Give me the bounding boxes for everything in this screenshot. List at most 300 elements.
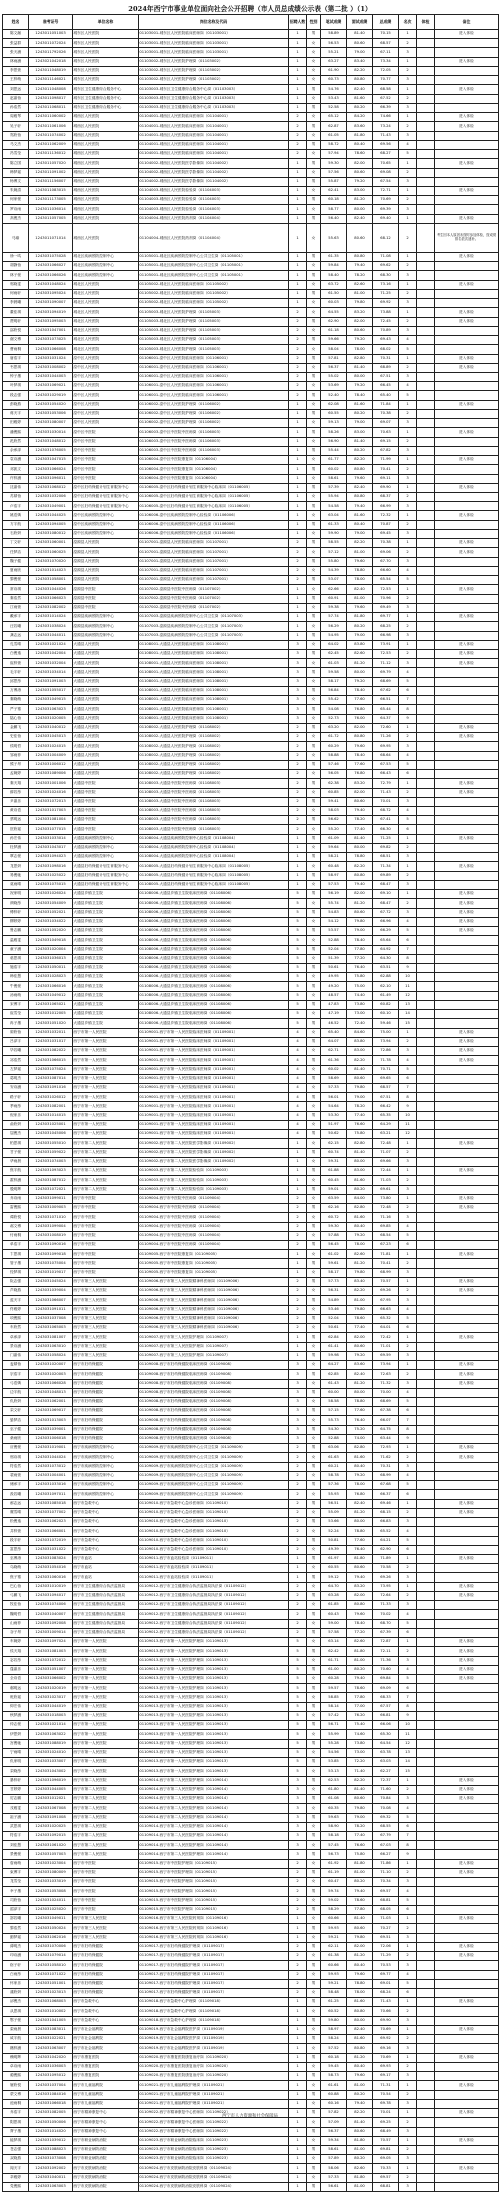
table-row	[3, 76, 499, 85]
table-cell: 马文杰	[3, 140, 29, 149]
table-cell	[435, 1619, 499, 1628]
results-table	[2, 14, 499, 2192]
table-cell: 佟雅婷	[3, 1305, 29, 1314]
table-cell: 马瑜	[3, 223, 29, 252]
table-cell: 79.40	[347, 2099, 373, 2108]
table-cell: 78.00	[347, 1988, 373, 1997]
table-cell: 82.80	[347, 1139, 373, 1148]
table-cell: 68.05	[373, 1905, 399, 1914]
table-cell: 71.08	[373, 252, 399, 261]
table-cell: 进入体检	[435, 862, 499, 871]
table-cell: 5	[289, 1711, 307, 1720]
table-cell: 1243031044019	[29, 1702, 73, 1711]
table-cell: 西宁市第一人民医院	[73, 1647, 139, 1656]
table-cell: 男	[307, 908, 321, 917]
table-cell: 屠欣悦	[3, 2081, 29, 2090]
table-cell: 69.11	[373, 474, 399, 483]
table-cell: 女	[307, 94, 321, 103]
table-cell: 54.39	[321, 566, 347, 575]
table-cell: 西宁市中医院	[73, 1859, 139, 1868]
table-cell: 1243031020005	[29, 714, 73, 723]
table-row	[3, 927, 499, 936]
table-cell: 1243031084016	[29, 2090, 73, 2099]
table-cell: 61.00	[321, 1665, 347, 1674]
table-cell: 67.03	[373, 1841, 399, 1850]
table-cell: 卢浩宇	[3, 502, 29, 511]
table-cell: 01106001-湟中区人民医院临床医师岗（01106001）	[139, 372, 289, 381]
table-cell: 46.52	[321, 1019, 347, 1028]
table-cell: 56.73	[321, 1850, 347, 1859]
table-cell: 1243011173005	[29, 196, 73, 205]
table-cell: 69.16	[373, 2044, 399, 2053]
table-cell: 62.27	[373, 1767, 399, 1776]
table-cell: 进入体检	[435, 1591, 499, 1600]
table-cell: 女	[307, 880, 321, 889]
table-cell: 2	[289, 1619, 307, 1628]
table-cell: 女	[307, 1859, 321, 1868]
table-cell: 贺欣瑶	[3, 825, 29, 834]
table-cell: 01109015-西宁市中医院护理岗（01109015）	[139, 1868, 289, 1877]
table-cell: 60.82	[373, 1000, 399, 1009]
table-cell: 彭晓燕	[3, 400, 29, 409]
table-cell: 俞欣妍	[3, 1120, 29, 1129]
table-cell: 男	[307, 686, 321, 695]
table-cell: 1	[289, 428, 307, 437]
table-cell: 蓟梦瑶	[3, 1933, 29, 1942]
table-cell: 1	[399, 2025, 417, 2034]
table-cell: 01107001-湟源县人民医院临床医师岗（01107001）	[139, 539, 289, 548]
table-cell: 1243031089006	[29, 770, 73, 779]
table-row	[3, 1481, 499, 1490]
table-cell: 西宁市急救中心	[73, 2007, 139, 2016]
table-cell: 79.00	[347, 1093, 373, 1102]
table-cell: 储承宇	[3, 1481, 29, 1490]
table-cell: 66.81	[373, 1711, 399, 1720]
table-cell: 01103003-城东区卫生健康综合服务中心岗（01103003）	[139, 103, 289, 112]
table-cell: 乌晓萌	[3, 1564, 29, 1573]
table-cell	[435, 742, 499, 751]
table-cell: 73.80	[373, 1194, 399, 1203]
table-cell: 李思萱	[3, 66, 29, 75]
table-cell: 2	[289, 825, 307, 834]
table-row	[3, 1102, 499, 1111]
table-cell: 59.00	[321, 1619, 347, 1628]
table-cell: 西宁市第二人民医院	[73, 1139, 139, 1148]
table-cell: 01106004-湟中区中医院康复岗（01106004）	[139, 465, 289, 474]
table-cell: 01105003-城北区人民医院护理岗（01105003）	[139, 336, 289, 345]
table-cell: 01106002-湟中区人民医院护理岗（01106002）	[139, 419, 289, 428]
table-cell: 男	[307, 1795, 321, 1804]
table-cell: 81.80	[347, 1554, 373, 1563]
table-cell: 52.04	[321, 1314, 347, 1323]
table-cell: 西宁市急救中心	[73, 1508, 139, 1517]
table-cell: 64.02	[321, 640, 347, 649]
table-cell: 1243031050024	[29, 1924, 73, 1933]
table-cell	[435, 1471, 499, 1480]
table-cell: 1	[289, 1351, 307, 1360]
table-cell: 女	[307, 2155, 321, 2164]
table-cell: 2	[289, 382, 307, 391]
table-row	[3, 1324, 499, 1333]
table-row	[3, 1536, 499, 1545]
table-cell	[435, 1961, 499, 1970]
table-cell: 3	[289, 714, 307, 723]
table-cell: 01106001-湟中区人民医院临床医师岗（01106001）	[139, 391, 289, 400]
table-cell: 男	[307, 1739, 321, 1748]
table-cell: 5	[289, 908, 307, 917]
table-cell: 1243031042020	[29, 2053, 73, 2062]
table-cell	[435, 1462, 499, 1471]
table-cell: 83.00	[347, 1047, 373, 1056]
table-cell: 女	[307, 733, 321, 742]
table-cell: 2	[289, 113, 307, 122]
table-cell: 2	[289, 779, 307, 788]
table-cell: 西宁市第二人民医院	[73, 1148, 139, 1157]
table-cell: 2	[399, 2035, 417, 2044]
table-cell: 富思彤	[3, 1545, 29, 1554]
table-cell: 1243031090007	[29, 299, 73, 308]
table-cell: 1	[399, 1859, 417, 1868]
table-cell: 1243031020003	[29, 1370, 73, 1379]
table-cell: 11	[399, 982, 417, 991]
table-cell: 1243031014015	[29, 1111, 73, 1120]
table-cell: 71.32	[373, 1379, 399, 1388]
table-cell: 1	[289, 613, 307, 622]
table-cell: 朱婉清	[3, 186, 29, 195]
table-cell: 67.52	[373, 94, 399, 103]
table-cell: 5	[399, 760, 417, 769]
table-cell: 01109004-西宁市中医院中医师岗（01109004）	[139, 1222, 289, 1231]
table-cell: 2	[289, 788, 307, 797]
table-cell: 女	[307, 57, 321, 66]
table-cell: 女	[307, 1379, 321, 1388]
table-cell	[417, 1010, 435, 1019]
table-row	[3, 566, 499, 575]
table-cell: 57.42	[321, 1711, 347, 1720]
table-cell	[435, 973, 499, 982]
table-cell: 1	[289, 502, 307, 511]
table-cell: 3	[289, 1434, 307, 1443]
table-cell: 77.00	[347, 1702, 373, 1711]
table-cell: 女	[307, 1065, 321, 1074]
table-cell: 81.00	[347, 2145, 373, 2154]
table-cell: 01103001-城东区人民医院临床医师岗（01103001）	[139, 39, 289, 48]
table-cell: 西宁市疾病预防控制中心	[73, 1471, 139, 1480]
table-cell: 西宁市第二人民医院	[73, 1841, 139, 1850]
table-cell: 01106003-湟中区中医院中医师岗（01106003）	[139, 437, 289, 446]
table-cell: 69.08	[373, 168, 399, 177]
table-cell: 66.29	[373, 927, 399, 936]
table-cell: 79.80	[347, 299, 373, 308]
table-cell: 西宁市皮肤病防治院	[73, 2164, 139, 2173]
results-table-wrapper	[2, 14, 498, 2192]
table-cell: 75.80	[347, 1850, 373, 1859]
table-cell: 西宁市卫生健康综合执法监督局	[73, 1582, 139, 1591]
table-cell: 1243031055010	[29, 1139, 73, 1148]
table-cell: 1243031072012	[29, 1656, 73, 1665]
table-cell: 仇欣妍	[3, 1397, 29, 1406]
table-cell: 1243031037004	[29, 2081, 73, 2090]
table-cell: 69.56	[373, 140, 399, 149]
table-cell: 79.00	[347, 927, 373, 936]
table-cell: 籍梓涵	[3, 2044, 29, 2053]
table-row	[3, 2090, 499, 2099]
table-cell: 1243031066026	[29, 271, 73, 280]
table-cell: 松俊逸	[3, 1518, 29, 1527]
table-cell	[417, 280, 435, 289]
table-cell: 1243031060025	[29, 548, 73, 557]
table-cell: 81.80	[347, 2136, 373, 2145]
table-cell	[435, 853, 499, 862]
table-cell: 80.00	[347, 1157, 373, 1166]
table-cell: 男	[307, 1573, 321, 1582]
table-cell: 叶梦琪	[3, 382, 29, 391]
table-cell: 01109004-西宁市中医院中医师岗（01109004）	[139, 1204, 289, 1213]
table-cell: 2	[289, 1868, 307, 1877]
table-cell: 大通县中医院	[73, 779, 139, 788]
table-row	[3, 1554, 499, 1563]
table-cell: 78.20	[347, 1822, 373, 1831]
table-cell: 70.66	[373, 2007, 399, 2016]
table-cell	[435, 991, 499, 1000]
table-cell: 2	[399, 2007, 417, 2016]
table-cell	[417, 640, 435, 649]
table-row	[3, 1988, 499, 1997]
table-cell: 58.73	[321, 2072, 347, 2081]
table-cell: 女	[307, 1693, 321, 1702]
table-row	[3, 428, 499, 437]
table-cell: 01108001-大通县人民医院临床医师岗（01108001）	[139, 650, 289, 659]
table-cell	[417, 991, 435, 1000]
table-row	[3, 1785, 499, 1794]
table-cell: 进入体检	[435, 890, 499, 899]
table-row	[3, 2035, 499, 2044]
table-cell: 1243031023017	[29, 1693, 73, 1702]
table-cell	[417, 1167, 435, 1176]
table-cell: 67.62	[373, 686, 399, 695]
table-cell: 糜雪晴	[3, 1508, 29, 1517]
table-row	[3, 409, 499, 418]
table-cell: 蓬嘉乐	[3, 1665, 29, 1674]
table-cell: 1	[289, 2025, 307, 2034]
table-cell: 01109002-西宁市第二人民医院医学影像岗（01109002）	[139, 1157, 289, 1166]
table-cell: 2	[399, 1287, 417, 1296]
table-cell: 58.61	[321, 474, 347, 483]
table-cell: 49.20	[321, 982, 347, 991]
table-row	[3, 742, 499, 751]
table-cell: 3	[289, 686, 307, 695]
table-cell: 9	[399, 1102, 417, 1111]
table-cell: 1	[289, 1268, 307, 1277]
table-cell: 进入体检	[435, 30, 499, 39]
table-cell	[435, 705, 499, 714]
table-cell: 53.07	[321, 576, 347, 585]
table-cell: 2	[289, 1444, 307, 1453]
table-cell: 女	[307, 326, 321, 335]
table-cell: 2	[289, 1471, 307, 1480]
table-cell: 莫雨晴	[3, 880, 29, 889]
table-cell: 81.60	[347, 1998, 373, 2007]
table-cell: 1243031048012	[29, 437, 73, 446]
table-cell	[435, 880, 499, 889]
table-cell	[417, 2081, 435, 2090]
table-cell	[417, 1324, 435, 1333]
table-cell: 男	[307, 391, 321, 400]
table-row	[3, 502, 499, 511]
table-cell: 2	[399, 2062, 417, 2071]
table-cell: 80.20	[347, 2155, 373, 2164]
table-cell: 61.41	[321, 1342, 347, 1351]
table-row	[3, 289, 499, 298]
table-cell: 78.40	[347, 1619, 373, 1628]
table-cell: 男	[307, 1665, 321, 1674]
table-cell: 西宁市第三人民医院	[73, 1287, 139, 1296]
table-cell: 82.20	[347, 862, 373, 871]
table-cell: 西宁市儿童福利院	[73, 2081, 139, 2090]
table-cell: 73.80	[347, 1739, 373, 1748]
table-cell: 3	[399, 1185, 417, 1194]
table-cell: 69.81	[373, 2145, 399, 2154]
table-cell: 2	[289, 548, 307, 557]
table-cell: 1	[399, 2136, 417, 2145]
table-cell: 55.80	[321, 557, 347, 566]
table-cell: 65.54	[373, 576, 399, 585]
table-cell: 女	[307, 1767, 321, 1776]
table-cell: 01106005-湟中区妇幼保健计划生育服务中心临床岗（01106005）	[139, 493, 289, 502]
table-cell: 65.52	[373, 1527, 399, 1536]
table-cell: 58.89	[321, 30, 347, 39]
table-cell	[435, 566, 499, 575]
table-cell: 西宁市妇幼保健院	[73, 1361, 139, 1370]
table-cell: 75.40	[347, 1721, 373, 1730]
table-cell: 西宁市第一人民医院	[73, 1758, 139, 1767]
table-cell	[417, 1767, 435, 1776]
table-cell: 1243031023004	[29, 1859, 73, 1868]
table-row	[3, 853, 499, 862]
table-cell: 1243031054020	[29, 400, 73, 409]
table-cell: 50.62	[321, 1130, 347, 1139]
table-cell: 沈嘉伟	[3, 483, 29, 492]
table-cell: 81.60	[347, 1176, 373, 1185]
table-cell	[435, 677, 499, 686]
table-cell: 2	[289, 1887, 307, 1896]
table-cell: 3	[399, 103, 417, 112]
table-cell: 男	[307, 1850, 321, 1859]
table-cell: 进入体检	[435, 1287, 499, 1296]
table-cell: 57.36	[321, 1481, 347, 1490]
table-row	[3, 1407, 499, 1416]
table-cell: 59.30	[321, 159, 347, 168]
table-cell: 2	[399, 409, 417, 418]
table-cell: 01109003-西宁市第二人民医院检验岗（01109003）	[139, 1185, 289, 1194]
table-cell: 01105002-城北区人民医院临床医师岗（01105002）	[139, 280, 289, 289]
table-cell: 城北区人民医院	[73, 345, 139, 354]
table-cell: 廖欣怡	[3, 1028, 29, 1037]
table-cell: 1243031044003	[29, 372, 73, 381]
table-cell: 72.05	[373, 66, 399, 75]
table-cell: 大通县乡镇卫生院	[73, 991, 139, 1000]
table-cell: 2	[289, 1462, 307, 1471]
table-cell: 69.89	[373, 871, 399, 880]
table-cell: 女	[307, 511, 321, 520]
table-row	[3, 1074, 499, 1083]
table-cell: 1	[289, 2035, 307, 2044]
table-cell: 2	[289, 1582, 307, 1591]
table-cell	[417, 1610, 435, 1619]
table-cell: 男	[307, 2072, 321, 2081]
table-cell: 73.24	[373, 122, 399, 131]
table-cell: 仰宏伟	[3, 1702, 29, 1711]
table-cell: 西宁市第二人民医院	[73, 1185, 139, 1194]
table-cell: 5	[289, 973, 307, 982]
table-cell: 咸宇航	[3, 2035, 29, 2044]
table-cell: 1243031050011	[29, 963, 73, 972]
table-cell: 01109006-西宁市第三人民医院精神科医师岗（01109006）	[139, 1277, 289, 1286]
table-cell: 01108001-大通县人民医院临床医师岗（01108001）	[139, 659, 289, 668]
table-cell: 61.05	[321, 131, 347, 140]
table-cell: 73.94	[373, 1361, 399, 1370]
table-cell: 01109017-西宁市妇幼保健院护理岗（01109017）	[139, 1988, 289, 1997]
table-row	[3, 103, 499, 112]
table-cell: 桑雨欣	[3, 1434, 29, 1443]
table-cell: 西宁市血站	[73, 1554, 139, 1563]
table-cell: 71.31	[373, 2081, 399, 2090]
table-cell: 59.66	[321, 336, 347, 345]
table-cell: 西宁市疾病预防控制中心	[73, 1481, 139, 1490]
table-cell: 68.89	[373, 363, 399, 372]
table-cell: 1	[399, 1194, 417, 1203]
table-cell: 66.96	[373, 917, 399, 926]
table-cell	[417, 1647, 435, 1656]
table-cell: 54.12	[321, 917, 347, 926]
table-cell: 男	[307, 1924, 321, 1933]
table-cell	[435, 954, 499, 963]
table-row	[3, 1277, 499, 1286]
table-cell: 4	[399, 1222, 417, 1231]
table-cell: 进入体检	[435, 2164, 499, 2173]
table-cell: 72.79	[373, 779, 399, 788]
table-cell: 52.24	[321, 1527, 347, 1536]
table-cell: 01109013-西宁市第一人民医院护理岗（01109013）	[139, 1684, 289, 1693]
table-cell: 栾晓彤	[3, 1767, 29, 1776]
table-cell	[435, 1102, 499, 1111]
table-cell: 西宁市第三人民医院	[73, 1277, 139, 1286]
table-cell: 5	[399, 150, 417, 159]
table-cell: 鄂子豪	[3, 2016, 29, 2025]
table-cell	[417, 299, 435, 308]
table-cell: 6	[399, 686, 417, 695]
table-cell: 党俊熙	[3, 2182, 29, 2191]
table-row	[3, 345, 499, 354]
table-cell: 崔雪莹	[3, 1010, 29, 1019]
table-cell: 1243031024011	[29, 1896, 73, 1905]
table-row	[3, 622, 499, 631]
table-row	[3, 483, 499, 492]
table-cell: 80.40	[347, 1222, 373, 1231]
table-cell: 2	[289, 326, 307, 335]
table-cell	[435, 474, 499, 483]
table-cell: 01106001-湟中区人民医院临床医师岗（01106001）	[139, 354, 289, 363]
table-cell: 6	[399, 1988, 417, 1997]
table-cell: 进入体检	[435, 1508, 499, 1517]
table-cell: 1243031068012	[29, 483, 73, 492]
table-row	[3, 1942, 499, 1951]
table-cell: 1243031065021	[29, 1000, 73, 1009]
table-cell: 西宁市第三人民医院	[73, 1924, 139, 1933]
table-cell	[417, 1942, 435, 1951]
table-cell: 58.14	[321, 1702, 347, 1711]
table-cell: 1	[399, 1638, 417, 1647]
